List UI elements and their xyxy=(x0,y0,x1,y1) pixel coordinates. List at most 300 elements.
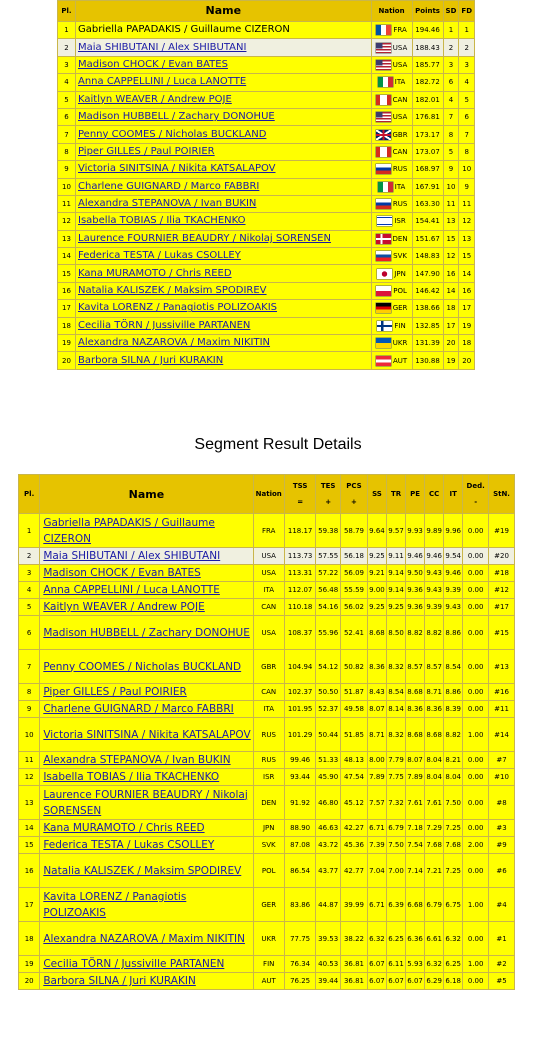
name-cell xyxy=(76,317,372,334)
overall-results-table xyxy=(57,0,475,370)
tr-cell: 9.11 xyxy=(387,548,406,565)
table-row xyxy=(19,650,515,684)
points-cell: 131.39 xyxy=(412,335,443,352)
couple-name-link[interactable]: Laurence FOURNIER BEAUDRY / Nikolaj SORENSEN xyxy=(43,788,248,817)
ded-cell: 0.00 xyxy=(463,769,489,786)
ded-cell: 0.00 xyxy=(463,973,489,990)
table-row xyxy=(19,701,515,718)
couple-name-link[interactable]: Federica TESTA / Lukas CSOLLEY xyxy=(78,250,241,262)
couple-name-link[interactable]: Charlene GUIGNARD / Marco FABBRI xyxy=(78,180,260,192)
table-row xyxy=(19,854,515,888)
sd-rank-cell: 14 xyxy=(443,282,459,299)
nation-code: UKR xyxy=(392,339,408,348)
nation-code: RUS xyxy=(392,200,408,209)
fd-rank-cell: 11 xyxy=(459,195,475,212)
placement-cell: 7 xyxy=(58,126,76,143)
couple-name-link[interactable]: Federica TESTA / Lukas CSOLLEY xyxy=(43,839,215,851)
couple-name-link[interactable]: Maia SHIBUTANI / Alex SHIBUTANI xyxy=(43,550,221,562)
pcs-cell: 56.09 xyxy=(341,565,368,582)
placement-cell: 4 xyxy=(19,582,40,599)
couple-name-link: Gabriella PAPADAKIS / Guillaume CIZERON xyxy=(78,24,290,36)
sd-rank-cell: 1 xyxy=(443,22,459,39)
tes-cell: 46.63 xyxy=(316,820,341,837)
usa-flag-icon xyxy=(376,60,391,70)
placement-cell: 1 xyxy=(58,22,76,39)
tes-cell: 39.53 xyxy=(316,922,341,956)
name-cell xyxy=(40,565,253,582)
nation-code: USA xyxy=(392,43,408,52)
pe-cell: 9.36 xyxy=(406,599,425,616)
pcs-operator: + xyxy=(351,498,357,506)
placement-cell: 2 xyxy=(58,39,76,56)
placement-cell: 3 xyxy=(19,565,40,582)
col-header-sd: SD xyxy=(443,1,459,22)
fd-rank-cell: 10 xyxy=(459,161,475,178)
table-row xyxy=(19,752,515,769)
table-row xyxy=(58,39,475,56)
cc-cell: 6.29 xyxy=(425,973,444,990)
nation-cell: RUS xyxy=(253,718,284,752)
name-cell xyxy=(40,684,253,701)
tss-label: TSS xyxy=(292,482,308,490)
col-header-ded xyxy=(463,475,489,514)
nation-cell xyxy=(371,317,412,334)
it-cell: 6.18 xyxy=(444,973,463,990)
fd-rank-cell: 17 xyxy=(459,300,475,317)
segment-details-body xyxy=(19,514,515,990)
cc-cell: 9.39 xyxy=(425,599,444,616)
couple-name-link[interactable]: Anna CAPPELLINI / Luca LANOTTE xyxy=(43,584,220,596)
nation-code: FIN xyxy=(394,321,406,330)
col-header-nation: Nation xyxy=(371,1,412,22)
pe-cell: 7.89 xyxy=(406,769,425,786)
points-cell: 173.17 xyxy=(412,126,443,143)
couple-name-link[interactable]: Alexandra STEPANOVA / Ivan BUKIN xyxy=(78,198,257,210)
couple-name-link[interactable]: Barbora SILNA / Juri KURAKIN xyxy=(78,354,224,366)
pcs-cell: 47.54 xyxy=(341,769,368,786)
tr-cell: 7.79 xyxy=(387,752,406,769)
it-cell: 9.46 xyxy=(444,565,463,582)
tes-cell: 45.90 xyxy=(316,769,341,786)
tss-cell: 77.75 xyxy=(284,922,315,956)
nation-code: USA xyxy=(392,60,408,69)
pcs-cell: 56.18 xyxy=(341,548,368,565)
overall-results-body xyxy=(58,22,475,370)
ded-cell: 0.00 xyxy=(463,684,489,701)
ded-label: Ded. xyxy=(466,482,485,490)
den-flag-icon xyxy=(376,234,391,244)
couple-name-link[interactable]: Victoria SINITSINA / Nikita KATSALAPOV xyxy=(43,728,251,741)
pe-cell: 6.07 xyxy=(406,973,425,990)
nation-cell xyxy=(371,143,412,160)
nation-cell xyxy=(371,282,412,299)
stn-cell: #9 xyxy=(489,837,515,854)
couple-name-link[interactable]: Natalia KALISZEK / Maksim SPODIREV xyxy=(43,864,242,877)
placement-cell: 14 xyxy=(19,820,40,837)
pcs-cell: 39.99 xyxy=(341,888,368,922)
ss-cell: 9.64 xyxy=(367,514,386,548)
nation-code: GBR xyxy=(392,130,408,139)
tr-cell: 8.32 xyxy=(387,718,406,752)
couple-name-link[interactable]: Piper GILLES / Paul POIRIER xyxy=(43,686,187,698)
table-row xyxy=(19,582,515,599)
name-cell xyxy=(40,769,253,786)
couple-name-link[interactable]: Kana MURAMOTO / Chris REED xyxy=(78,267,232,279)
couple-name-link[interactable]: Kavita LORENZ / Panagiotis POLIZOAKIS xyxy=(43,890,187,919)
name-cell xyxy=(76,213,372,230)
fd-rank-cell: 13 xyxy=(459,230,475,247)
pcs-cell: 42.27 xyxy=(341,820,368,837)
col-header-pe: PE xyxy=(406,475,425,514)
fin-flag-icon xyxy=(377,321,392,331)
ss-cell: 7.89 xyxy=(367,769,386,786)
couple-name-link[interactable]: Alexandra NAZAROVA / Maxim NIKITIN xyxy=(78,337,271,349)
col-header-pl: Pl. xyxy=(58,1,76,22)
name-cell xyxy=(76,22,372,39)
couple-name-link[interactable]: Charlene GUIGNARD / Marco FABBRI xyxy=(43,703,234,715)
nation-code: SVK xyxy=(393,252,407,261)
col-header-ss: SS xyxy=(367,475,386,514)
nation-cell xyxy=(371,213,412,230)
couple-name-link[interactable]: Isabella TOBIAS / Ilia TKACHENKO xyxy=(43,771,220,783)
fd-rank-cell: 7 xyxy=(459,126,475,143)
table-row xyxy=(19,888,515,922)
nation-cell: AUT xyxy=(253,973,284,990)
cc-cell: 8.68 xyxy=(425,718,444,752)
segment-result-details-title: Segment Result Details xyxy=(194,436,362,453)
couple-name-link[interactable]: Piper GILLES / Paul POIRIER xyxy=(78,145,215,157)
nation-cell: SVK xyxy=(253,837,284,854)
couple-name-link[interactable]: Alexandra STEPANOVA / Ivan BUKIN xyxy=(43,754,231,766)
table-row xyxy=(19,718,515,752)
couple-name-link[interactable]: Kavita LORENZ / Panagiotis POLIZOAKIS xyxy=(78,302,278,314)
name-cell xyxy=(76,143,372,160)
usa-flag-icon xyxy=(376,43,391,53)
nation-code: AUT xyxy=(392,356,408,365)
tr-cell: 7.50 xyxy=(387,837,406,854)
nation-cell xyxy=(371,230,412,247)
fd-rank-cell: 20 xyxy=(459,352,475,369)
ded-cell: 2.00 xyxy=(463,837,489,854)
nation-cell: ISR xyxy=(253,769,284,786)
pcs-label: PCS xyxy=(346,482,362,490)
it-cell: 8.39 xyxy=(444,701,463,718)
name-cell xyxy=(76,282,372,299)
points-cell: 168.97 xyxy=(412,161,443,178)
couple-name-link[interactable]: Laurence FOURNIER BEAUDRY / Nikolaj SORENSEN xyxy=(78,232,331,244)
couple-name-link[interactable]: Kaitlyn WEAVER / Andrew POJE xyxy=(78,93,232,105)
couple-name-link[interactable]: Madison CHOCK / Evan BATES xyxy=(78,58,228,70)
pe-cell: 8.68 xyxy=(406,684,425,701)
ukr-flag-icon xyxy=(376,338,391,348)
placement-cell: 12 xyxy=(58,213,76,230)
ss-cell: 9.00 xyxy=(367,582,386,599)
nation-code: CAN xyxy=(392,147,408,156)
table-row xyxy=(58,56,475,73)
placement-cell: 15 xyxy=(19,837,40,854)
placement-cell: 18 xyxy=(58,317,76,334)
tss-cell: 86.54 xyxy=(284,854,315,888)
nation-cell: ITA xyxy=(253,582,284,599)
pe-cell: 9.36 xyxy=(406,582,425,599)
placement-cell: 4 xyxy=(58,74,76,91)
couple-name-link[interactable]: Penny COOMES / Nicholas BUCKLAND xyxy=(43,660,242,673)
nation-code: FRA xyxy=(393,26,407,35)
ded-cell: 0.00 xyxy=(463,922,489,956)
placement-cell: 13 xyxy=(58,230,76,247)
name-cell xyxy=(76,248,372,265)
name-cell xyxy=(40,888,253,922)
table-row xyxy=(19,922,515,956)
placement-cell: 17 xyxy=(58,300,76,317)
couple-name-link[interactable]: Madison HUBBELL / Zachary DONOHUE xyxy=(43,626,250,639)
table-row xyxy=(58,317,475,334)
tes-cell: 44.87 xyxy=(316,888,341,922)
it-cell: 9.54 xyxy=(444,548,463,565)
couple-name-link[interactable]: Victoria SINITSINA / Nikita KATSALAPOV xyxy=(78,163,276,175)
it-cell: 6.32 xyxy=(444,922,463,956)
table-row xyxy=(19,837,515,854)
name-cell xyxy=(40,701,253,718)
stn-cell: #2 xyxy=(489,956,515,973)
pcs-cell: 50.82 xyxy=(341,650,368,684)
couple-name-link[interactable]: Isabella TOBIAS / Ilia TKACHENKO xyxy=(78,215,246,227)
pe-cell: 6.68 xyxy=(406,888,425,922)
couple-name-link[interactable]: Cecilia TÖRN / Jussiville PARTANEN xyxy=(43,958,225,970)
pcs-cell: 49.58 xyxy=(341,701,368,718)
points-cell: 147.90 xyxy=(412,265,443,282)
tss-cell: 83.86 xyxy=(284,888,315,922)
sd-rank-cell: 9 xyxy=(443,161,459,178)
nation-code: POL xyxy=(393,287,407,296)
table-row xyxy=(58,161,475,178)
couple-name-link[interactable]: Cecilia TÖRN / Jussiville PARTANEN xyxy=(78,319,251,331)
couple-name-link[interactable]: Madison HUBBELL / Zachary DONOHUE xyxy=(78,111,275,123)
name-cell xyxy=(40,548,253,565)
stn-cell: #10 xyxy=(489,769,515,786)
name-cell xyxy=(40,820,253,837)
points-cell: 188.43 xyxy=(412,39,443,56)
sd-rank-cell: 18 xyxy=(443,300,459,317)
couple-name-link[interactable]: Kana MURAMOTO / Chris REED xyxy=(43,822,205,834)
name-cell xyxy=(76,352,372,369)
table-row xyxy=(19,548,515,565)
points-cell: 154.41 xyxy=(412,213,443,230)
sd-rank-cell: 15 xyxy=(443,230,459,247)
nation-cell: GER xyxy=(253,888,284,922)
sd-rank-cell: 20 xyxy=(443,335,459,352)
pe-cell: 7.14 xyxy=(406,854,425,888)
couple-name-link[interactable]: Alexandra NAZAROVA / Maxim NIKITIN xyxy=(43,932,245,945)
stn-cell: #3 xyxy=(489,820,515,837)
ded-cell: 1.00 xyxy=(463,888,489,922)
col-header-tr: TR xyxy=(387,475,406,514)
ded-cell: 0.00 xyxy=(463,514,489,548)
ded-cell: 0.00 xyxy=(463,616,489,650)
ss-cell: 7.39 xyxy=(367,837,386,854)
pe-cell: 8.68 xyxy=(406,718,425,752)
tss-cell: 118.17 xyxy=(284,514,315,548)
table-row xyxy=(19,973,515,990)
ita-flag-icon xyxy=(378,77,393,87)
ded-cell: 0.00 xyxy=(463,854,489,888)
nation-cell xyxy=(371,265,412,282)
tr-cell: 8.50 xyxy=(387,616,406,650)
tss-cell: 101.29 xyxy=(284,718,315,752)
name-cell xyxy=(40,650,253,684)
placement-cell: 6 xyxy=(58,108,76,125)
stn-cell: #16 xyxy=(489,684,515,701)
rus-flag-icon xyxy=(376,164,391,174)
overall-header-row xyxy=(58,1,475,22)
table-row xyxy=(58,352,475,369)
points-cell: 167.91 xyxy=(412,178,443,195)
tr-cell: 9.14 xyxy=(387,582,406,599)
placement-cell: 5 xyxy=(19,599,40,616)
tr-cell: 6.79 xyxy=(387,820,406,837)
table-row xyxy=(58,282,475,299)
couple-name-link[interactable]: Maia SHIBUTANI / Alex SHIBUTANI xyxy=(78,41,247,53)
fd-rank-cell: 4 xyxy=(459,74,475,91)
stn-cell: #12 xyxy=(489,582,515,599)
ss-cell: 8.71 xyxy=(367,718,386,752)
couple-name-link[interactable]: Kaitlyn WEAVER / Andrew POJE xyxy=(43,601,205,613)
col-header-it: IT xyxy=(444,475,463,514)
it-cell: 8.82 xyxy=(444,718,463,752)
tss-cell: 76.34 xyxy=(284,956,315,973)
table-row xyxy=(58,230,475,247)
pcs-cell: 45.36 xyxy=(341,837,368,854)
pe-cell: 7.61 xyxy=(406,786,425,820)
cc-cell: 8.04 xyxy=(425,752,444,769)
sd-rank-cell: 8 xyxy=(443,126,459,143)
tr-cell: 8.32 xyxy=(387,650,406,684)
it-cell: 7.50 xyxy=(444,786,463,820)
tss-cell: 110.18 xyxy=(284,599,315,616)
ded-cell: 0.00 xyxy=(463,786,489,820)
placement-cell: 20 xyxy=(58,352,76,369)
points-cell: 173.07 xyxy=(412,143,443,160)
nation-cell xyxy=(371,352,412,369)
placement-cell: 11 xyxy=(58,195,76,212)
table-row xyxy=(19,820,515,837)
placement-cell: 8 xyxy=(58,143,76,160)
stn-cell: #20 xyxy=(489,548,515,565)
table-row xyxy=(58,74,475,91)
couple-name-link[interactable]: Natalia KALISZEK / Maksim SPODIREV xyxy=(78,285,267,297)
pcs-cell: 36.81 xyxy=(341,956,368,973)
placement-cell: 2 xyxy=(19,548,40,565)
nation-cell xyxy=(371,108,412,125)
placement-cell: 3 xyxy=(58,56,76,73)
sd-rank-cell: 10 xyxy=(443,178,459,195)
nation-code: CAN xyxy=(392,95,408,104)
nation-cell xyxy=(371,161,412,178)
couple-name-link[interactable]: Penny COOMES / Nicholas BUCKLAND xyxy=(78,128,267,140)
table-row xyxy=(19,565,515,582)
sd-rank-cell: 7 xyxy=(443,108,459,125)
tss-cell: 108.37 xyxy=(284,616,315,650)
tr-cell: 6.11 xyxy=(387,956,406,973)
table-row xyxy=(19,616,515,650)
fd-rank-cell: 18 xyxy=(459,335,475,352)
nation-cell xyxy=(371,335,412,352)
placement-cell: 15 xyxy=(58,265,76,282)
points-cell: 163.30 xyxy=(412,195,443,212)
points-cell: 138.66 xyxy=(412,300,443,317)
stn-cell: #14 xyxy=(489,718,515,752)
placement-cell: 12 xyxy=(19,769,40,786)
tr-cell: 9.25 xyxy=(387,599,406,616)
it-cell: 8.86 xyxy=(444,616,463,650)
tes-label: TES xyxy=(320,482,336,490)
fd-rank-cell: 8 xyxy=(459,143,475,160)
points-cell: 130.88 xyxy=(412,352,443,369)
nation-code: USA xyxy=(392,113,408,122)
nation-cell: RUS xyxy=(253,752,284,769)
placement-cell: 11 xyxy=(19,752,40,769)
col-header-cc: CC xyxy=(425,475,444,514)
tes-cell: 55.96 xyxy=(316,616,341,650)
placement-cell: 20 xyxy=(19,973,40,990)
it-cell: 7.25 xyxy=(444,854,463,888)
it-cell: 6.75 xyxy=(444,888,463,922)
pcs-cell: 45.12 xyxy=(341,786,368,820)
nation-cell xyxy=(371,39,412,56)
ss-cell: 7.57 xyxy=(367,786,386,820)
nation-cell xyxy=(371,126,412,143)
cc-cell: 9.43 xyxy=(425,565,444,582)
table-row xyxy=(19,684,515,701)
placement-cell: 10 xyxy=(19,718,40,752)
ss-cell: 9.25 xyxy=(367,548,386,565)
ss-cell: 8.07 xyxy=(367,701,386,718)
ded-operator: - xyxy=(474,498,478,506)
it-cell: 7.68 xyxy=(444,837,463,854)
couple-name-link[interactable]: Barbora SILNA / Juri KURAKIN xyxy=(43,975,196,987)
placement-cell: 16 xyxy=(19,854,40,888)
name-cell xyxy=(76,74,372,91)
it-cell: 9.96 xyxy=(444,514,463,548)
stn-cell: #7 xyxy=(489,752,515,769)
pe-cell: 9.50 xyxy=(406,565,425,582)
placement-cell: 6 xyxy=(19,616,40,650)
pcs-cell: 51.85 xyxy=(341,718,368,752)
name-cell xyxy=(76,39,372,56)
stn-cell: #13 xyxy=(489,650,515,684)
nation-cell: UKR xyxy=(253,922,284,956)
nation-code: ISR xyxy=(394,217,406,226)
placement-cell: 16 xyxy=(58,282,76,299)
points-cell: 146.42 xyxy=(412,282,443,299)
tss-cell: 99.46 xyxy=(284,752,315,769)
placement-cell: 14 xyxy=(58,248,76,265)
tr-cell: 7.75 xyxy=(387,769,406,786)
couple-name-link[interactable]: Anna CAPPELLINI / Luca LANOTTE xyxy=(78,76,247,88)
nation-cell: POL xyxy=(253,854,284,888)
table-row xyxy=(58,22,475,39)
fd-rank-cell: 9 xyxy=(459,178,475,195)
couple-name-link[interactable]: Gabriella PAPADAKIS / Guillaume CIZERON xyxy=(43,516,215,545)
name-cell xyxy=(76,195,372,212)
name-cell xyxy=(40,854,253,888)
couple-name-link[interactable]: Madison CHOCK / Evan BATES xyxy=(43,567,201,579)
table-row xyxy=(19,599,515,616)
name-cell xyxy=(40,514,253,548)
sd-rank-cell: 5 xyxy=(443,143,459,160)
stn-cell: #8 xyxy=(489,786,515,820)
ded-cell: 0.00 xyxy=(463,752,489,769)
